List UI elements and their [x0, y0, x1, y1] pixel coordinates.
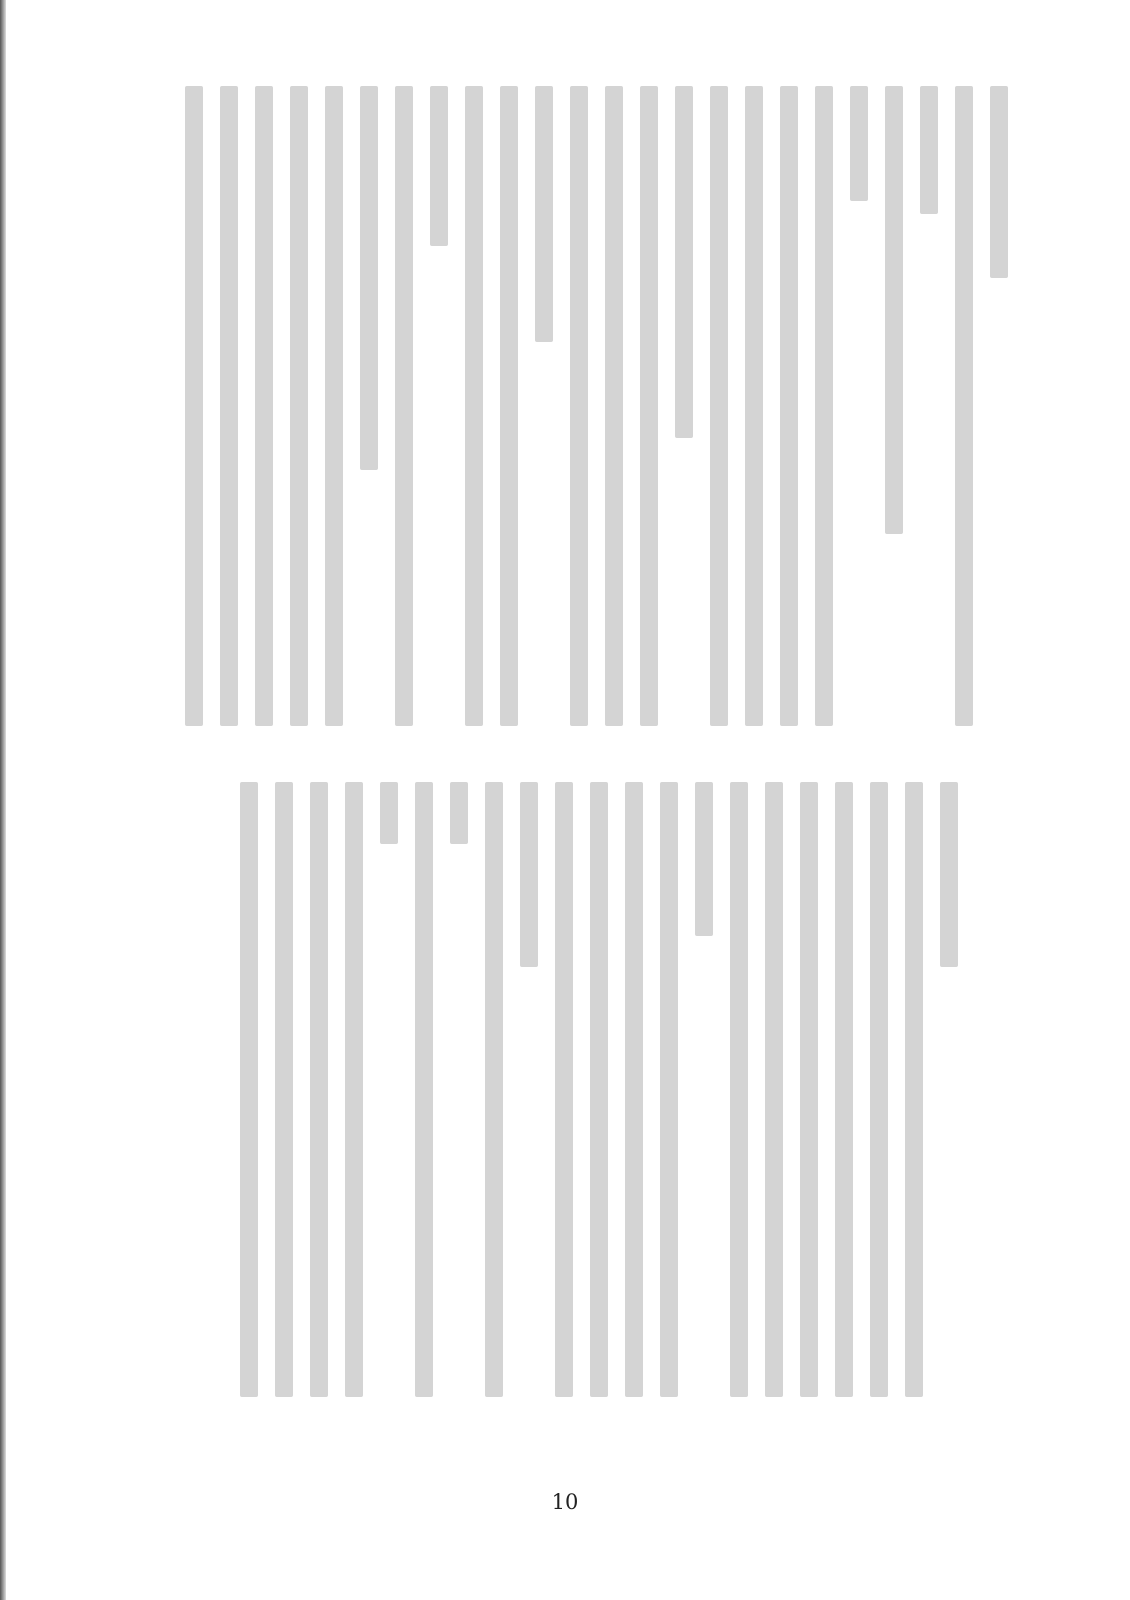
- redacted-text-line: [695, 782, 713, 936]
- redacted-text-line: [555, 782, 573, 1397]
- redacted-text-line: [940, 782, 958, 967]
- redacted-text-line: [520, 782, 538, 967]
- redacted-text-line: [835, 782, 853, 1397]
- redacted-text-line: [275, 782, 293, 1397]
- redacted-text-line: [395, 86, 413, 726]
- redacted-text-line: [640, 86, 658, 726]
- redacted-text-line: [415, 782, 433, 1397]
- redacted-text-line: [570, 86, 588, 726]
- redacted-text-line: [990, 86, 1008, 278]
- redacted-text-line: [310, 782, 328, 1397]
- redacted-text-line: [745, 86, 763, 726]
- redacted-text-line: [625, 782, 643, 1397]
- redacted-text-line: [430, 86, 448, 246]
- redacted-text-line: [185, 86, 203, 726]
- redacted-text-line: [955, 86, 973, 726]
- redacted-text-line: [730, 782, 748, 1397]
- redacted-text-line: [500, 86, 518, 726]
- redacted-text-line: [660, 782, 678, 1397]
- redacted-text-line: [240, 782, 258, 1397]
- vertical-text-block-top: [185, 86, 1008, 726]
- redacted-text-line: [590, 782, 608, 1397]
- redacted-text-line: [450, 782, 468, 844]
- redacted-text-line: [710, 86, 728, 726]
- redacted-text-line: [220, 86, 238, 726]
- redacted-text-line: [290, 86, 308, 726]
- redacted-text-line: [345, 782, 363, 1397]
- redacted-text-line: [255, 86, 273, 726]
- redacted-text-line: [850, 86, 868, 201]
- redacted-text-line: [325, 86, 343, 726]
- redacted-text-line: [675, 86, 693, 438]
- scan-edge-shadow: [0, 0, 6, 1600]
- redacted-text-line: [780, 86, 798, 726]
- vertical-text-block-bottom: [240, 782, 958, 1397]
- redacted-text-line: [535, 86, 553, 342]
- redacted-text-line: [605, 86, 623, 726]
- page-number: 10: [551, 1490, 579, 1514]
- redacted-text-line: [360, 86, 378, 470]
- redacted-text-line: [815, 86, 833, 726]
- redacted-text-line: [485, 782, 503, 1397]
- redacted-text-line: [905, 782, 923, 1397]
- redacted-text-line: [765, 782, 783, 1397]
- redacted-text-line: [870, 782, 888, 1397]
- redacted-text-line: [920, 86, 938, 214]
- redacted-text-line: [885, 86, 903, 534]
- redacted-text-line: [465, 86, 483, 726]
- redacted-text-line: [380, 782, 398, 844]
- redacted-text-line: [800, 782, 818, 1397]
